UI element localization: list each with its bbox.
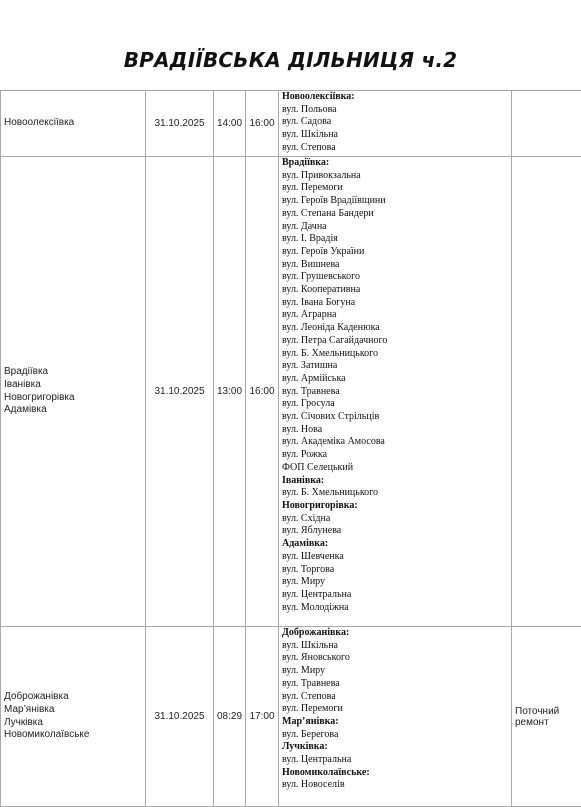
note-cell: Поточний ремонт	[512, 627, 581, 807]
street-item: вул. Берегова	[282, 729, 509, 742]
street-item: вул. Травнева	[282, 386, 509, 399]
street-item: вул. Центральна	[282, 589, 509, 602]
street-item: вул. Степова	[282, 142, 509, 155]
street-item: вул. Б. Хмельницького	[282, 487, 509, 500]
table-row	[1, 157, 581, 627]
street-item: вул. Степана Бандери	[282, 208, 509, 221]
street-item: вул. Торгова	[282, 564, 509, 577]
table-row	[1, 91, 581, 157]
street-item: вул. Миру	[282, 576, 509, 589]
locality-heading: Новогригорівка:	[282, 500, 509, 513]
street-item: вул. Армійська	[282, 373, 509, 386]
locality-name: Іванівка	[4, 379, 142, 392]
street-item: вул. Привокзальна	[282, 170, 509, 183]
date-cell: 31.10.2025	[146, 157, 214, 627]
locality-heading: Іванівка:	[282, 475, 509, 488]
street-item: вул. Рожка	[282, 449, 509, 462]
localities-cell	[1, 627, 146, 807]
end-time-cell: 16:00	[246, 91, 279, 157]
locality-heading: Адамівка:	[282, 538, 509, 551]
locality-name: Новомиколаївське	[4, 729, 142, 742]
end-time-cell: 16:00	[246, 157, 279, 627]
street-item: вул. Східна	[282, 513, 509, 526]
street-item: вул. Молодіжна	[282, 602, 509, 615]
street-item: вул. Героїв Врадіївщини	[282, 195, 509, 208]
locality-name: Новоолексіївка	[4, 117, 142, 130]
street-item: вул. Польова	[282, 104, 509, 117]
street-item: вул. Петра Сагайдачного	[282, 335, 509, 348]
street-item: вул. Шкільна	[282, 129, 509, 142]
localities-cell	[1, 91, 146, 157]
street-item: вул. Перемоги	[282, 182, 509, 195]
locality-name: Новогригорівка	[4, 392, 142, 405]
locality-heading: Новоолексіївка:	[282, 91, 509, 104]
outage-schedule-table	[0, 90, 581, 807]
streets-cell	[279, 91, 512, 157]
street-item: вул. Яблунева	[282, 525, 509, 538]
page-title: ВРАДІЇВСЬКА ДІЛЬНИЦЯ ч.2	[0, 48, 581, 72]
street-item: вул. Героїв України	[282, 246, 509, 259]
street-item: вул. Степова	[282, 691, 509, 704]
locality-heading: Мар’янівка:	[282, 716, 509, 729]
street-item: вул. І. Врадія	[282, 233, 509, 246]
street-item: вул. Вишнева	[282, 259, 509, 272]
street-item: вул. Академіка Амосова	[282, 436, 509, 449]
locality-name: Доброжанівка	[4, 691, 142, 704]
locality-heading: Доброжанівка:	[282, 627, 509, 640]
street-item: вул. Яновського	[282, 652, 509, 665]
locality-heading: Врадіївка:	[282, 157, 509, 170]
street-item: вул. Травнева	[282, 678, 509, 691]
note-cell	[512, 91, 581, 157]
locality-heading: Лучківка:	[282, 741, 509, 754]
street-item: вул. Шевченка	[282, 551, 509, 564]
street-item: вул. Івана Богуна	[282, 297, 509, 310]
locality-heading: Новомиколаївське:	[282, 767, 509, 780]
street-item: вул. Дачна	[282, 221, 509, 234]
localities-cell	[1, 157, 146, 627]
street-item: вул. Б. Хмельницького	[282, 348, 509, 361]
street-item: вул. Аграрна	[282, 309, 509, 322]
street-item: ФОП Селецький	[282, 462, 509, 475]
street-item: вул. Перемоги	[282, 703, 509, 716]
locality-name: Адамівка	[4, 404, 142, 417]
street-item: вул. Шкільна	[282, 640, 509, 653]
table-row	[1, 627, 581, 807]
date-cell: 31.10.2025	[146, 627, 214, 807]
street-item: вул. Кооперативна	[282, 284, 509, 297]
street-item: вул. Нова	[282, 424, 509, 437]
start-time-cell: 14:00	[214, 91, 246, 157]
note-cell	[512, 157, 581, 627]
street-item: вул. Грушевського	[282, 271, 509, 284]
streets-cell	[279, 157, 512, 627]
street-item: вул. Затишна	[282, 360, 509, 373]
street-item: вул. Гросула	[282, 398, 509, 411]
street-item: вул. Січових Стрільців	[282, 411, 509, 424]
street-item: вул. Новоселів	[282, 779, 509, 792]
locality-name: Лучківка	[4, 717, 142, 730]
street-item: вул. Миру	[282, 665, 509, 678]
date-cell: 31.10.2025	[146, 91, 214, 157]
street-item: вул. Садова	[282, 116, 509, 129]
streets-cell	[279, 627, 512, 807]
locality-name: Мар’янівка	[4, 704, 142, 717]
street-item: вул. Леоніда Каденюка	[282, 322, 509, 335]
locality-name: Врадіївка	[4, 366, 142, 379]
start-time-cell: 08:29	[214, 627, 246, 807]
end-time-cell: 17:00	[246, 627, 279, 807]
street-item: вул. Центральна	[282, 754, 509, 767]
start-time-cell: 13:00	[214, 157, 246, 627]
